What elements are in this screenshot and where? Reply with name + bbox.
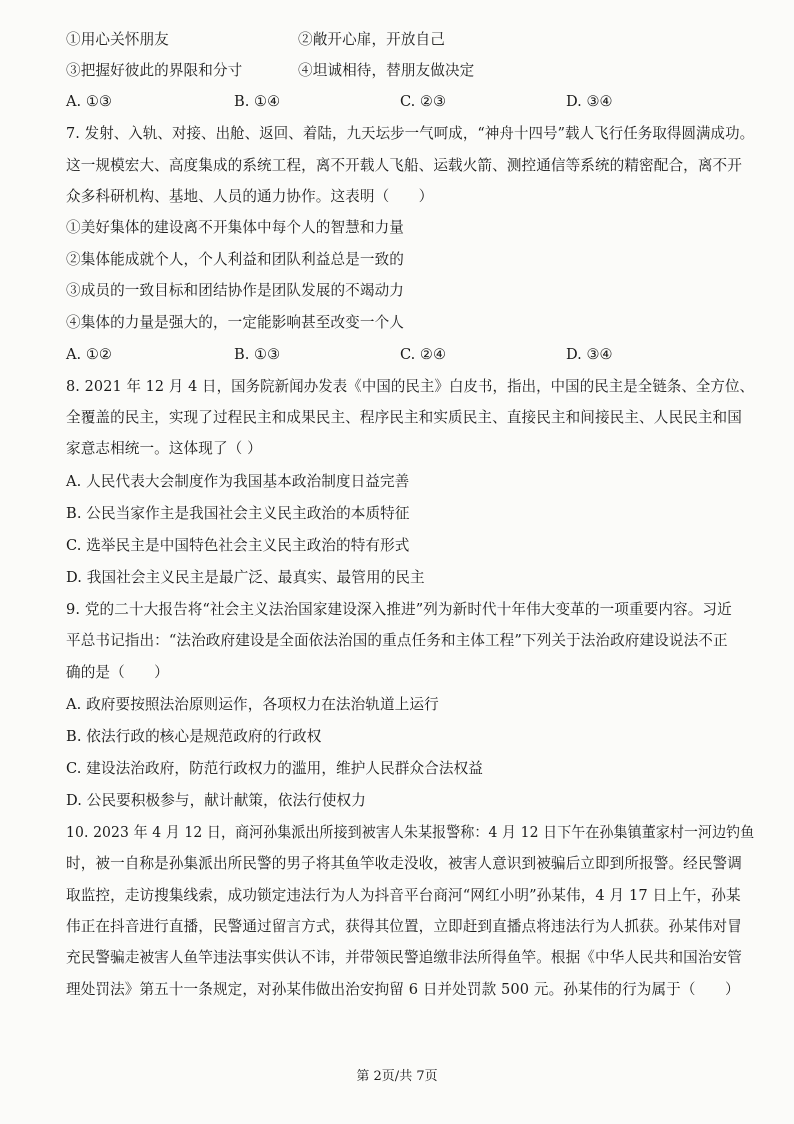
q6-statement-4: ④坦诚相待，替朋友做决定 xyxy=(298,62,475,79)
q9-option-c: C. 建设法治政府，防范行政权力的滥用，维护人民群众合法权益 xyxy=(66,760,483,777)
q10-stem-line-6: 理处罚法》第五十一条规定，对孙某伟做出治安拘留 6 日并处罚款 500 元。孙某伟的行为属于（ ） xyxy=(66,981,740,998)
q9-option-b: B. 依法行政的核心是规范政府的行政权 xyxy=(66,728,322,745)
q6-option-a: A. ①③ xyxy=(66,93,112,110)
q8-option-c: C. 选举民主是中国特色社会主义民主政治的特有形式 xyxy=(66,537,410,554)
page-number-footer: 第 2页/共 7页 xyxy=(356,1069,438,1084)
q6-statement-2: ②敞开心扉，开放自己 xyxy=(298,31,445,48)
q8-option-a: A. 人民代表大会制度作为我国基本政治制度日益完善 xyxy=(66,473,410,490)
q7-option-c: C. ②④ xyxy=(400,346,447,363)
q8-stem-line-1: 8. 2021 年 12 月 4 日，国务院新闻办发表《中国的民主》白皮书，指出，中国的民主是全链条、全方位、 xyxy=(66,378,755,395)
q9-stem-line-3: 确的是（ ） xyxy=(66,664,169,681)
q6-option-b: B. ①④ xyxy=(234,93,281,110)
q7-stem-line-1: 7. 发射、入轨、对接、出舱、返回、着陆，九天坛步一气呵成，“神舟十四号”载人飞行任务取得圆满成功。 xyxy=(66,125,755,142)
q10-stem-line-4: 伟正在抖音进行直播，民警通过留言方式，获得其位置，立即赶到直播点将违法行为人抓获。孙某伟对冒 xyxy=(66,918,742,935)
q7-stem-line-3: 众多科研机构、基地、人员的通力协作。这表明（ ） xyxy=(66,188,434,205)
q7-statement-4: ④集体的力量是强大的，一定能影响甚至改变一个人 xyxy=(66,314,404,331)
q7-stem-line-2: 这一规模宏大、高度集成的系统工程，离不开载人飞船、运载火箭、测控通信等系统的精密配合，离不开 xyxy=(66,157,742,174)
q8-option-d: D. 我国社会主义民主是最广泛、最真实、最管用的民主 xyxy=(66,569,425,586)
q8-option-b: B. 公民当家作主是我国社会主义民主政治的本质特征 xyxy=(66,505,410,522)
q10-stem-line-1: 10. 2023 年 4 月 12 日，商河孙集派出所接到被害人朱某报警称：4 月 12 日下午在孙集镇董家村一河边钓鱼 xyxy=(66,824,755,841)
q8-stem-line-2: 全覆盖的民主，实现了过程民主和成果民主、程序民主和实质民主、直接民主和间接民主、人民民主和国 xyxy=(66,409,742,426)
q8-stem-line-3: 家意志相统一。这体现了（ ） xyxy=(66,440,262,457)
q9-option-a: A. 政府要按照法治原则运作，各项权力在法治轨道上运行 xyxy=(66,696,439,713)
q6-option-d: D. ③④ xyxy=(566,93,613,110)
q7-option-d: D. ③④ xyxy=(566,346,613,363)
q7-statement-2: ②集体能成就个人，个人利益和团队利益总是一致的 xyxy=(66,251,404,268)
q6-option-c: C. ②③ xyxy=(400,93,447,110)
q6-statement-3: ③把握好彼此的界限和分寸 xyxy=(66,62,243,79)
q7-statement-3: ③成员的一致目标和团结协作是团队发展的不竭动力 xyxy=(66,282,404,299)
q9-stem-line-1: 9. 党的二十大报告将“社会主义法治国家建设深入推进”列为新时代十年伟大变革的一项重要内容。习近 xyxy=(66,601,732,618)
q6-statement-1: ①用心关怀朋友 xyxy=(66,31,169,48)
q7-option-a: A. ①② xyxy=(66,346,112,363)
q9-stem-line-2: 平总书记指出：“法治政府建设是全面依法治国的重点任务和主体工程”下列关于法治政府建设说法不正 xyxy=(66,632,728,649)
q7-option-b: B. ①③ xyxy=(234,346,281,363)
q10-stem-line-3: 取监控，走访搜集线索，成功锁定违法行为人为抖音平台商河“网红小明”孙某伟，4 月 17 日上午，孙某 xyxy=(66,887,741,904)
q10-stem-line-5: 充民警骗走被害人鱼竿违法事实供认不讳，并带领民警追缴非法所得鱼竿。根据《中华人民共和国治安管 xyxy=(66,949,742,966)
q7-statement-1: ①美好集体的建设离不开集体中每个人的智慧和力量 xyxy=(66,219,404,236)
q10-stem-line-2: 时，被一自称是孙集派出所民警的男子将其鱼竿收走没收，被害人意识到被骗后立即到所报警。经民警调 xyxy=(66,855,742,872)
q9-option-d: D. 公民要积极参与，献计献策，依法行使权力 xyxy=(66,792,366,809)
